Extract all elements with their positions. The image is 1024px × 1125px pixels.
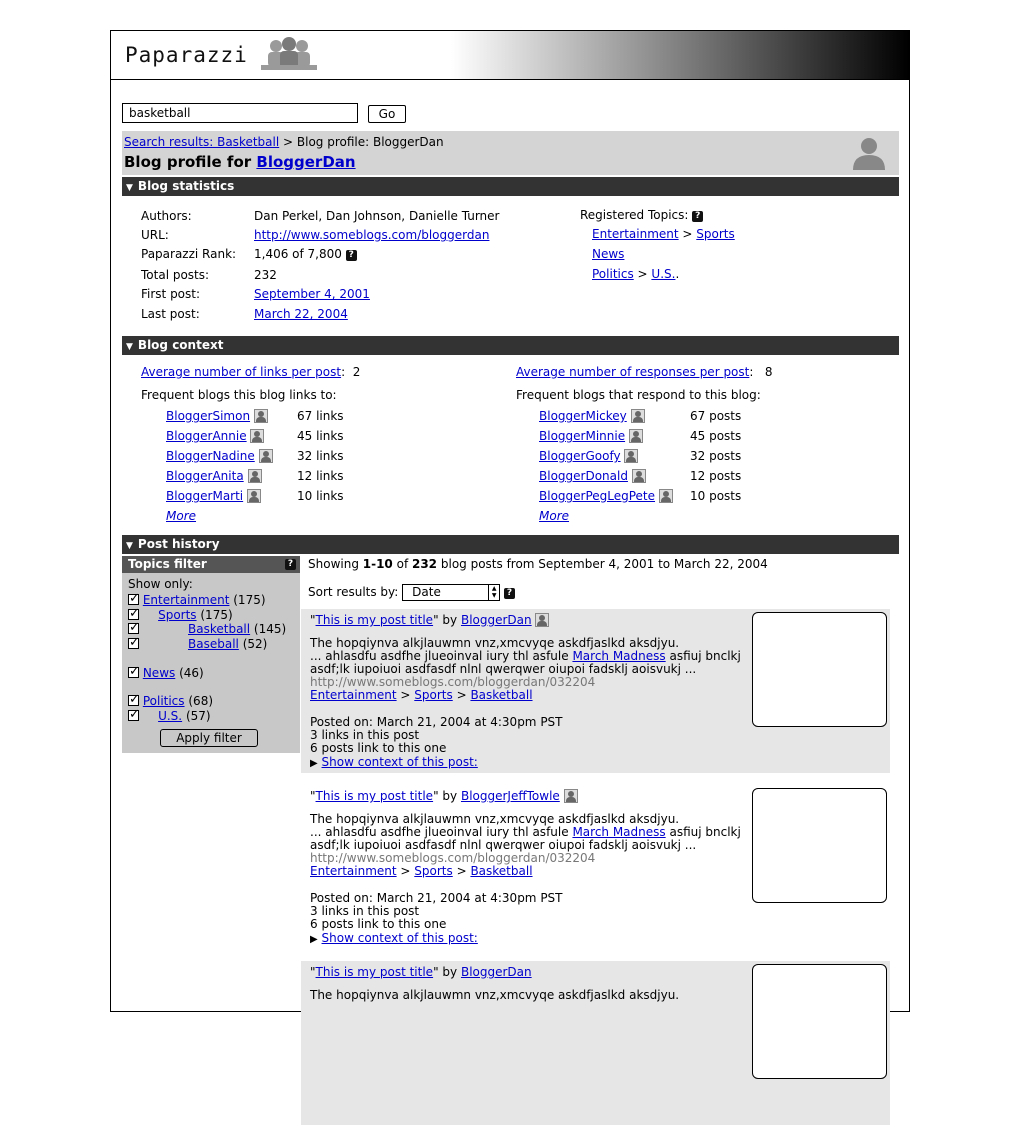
- post-history-header[interactable]: ▼ Post history: [122, 535, 899, 554]
- post-categories: Entertainment > Sports > Basketball: [310, 864, 533, 878]
- site-header: [111, 31, 909, 80]
- post-count: 10 posts: [690, 489, 742, 503]
- user-icon[interactable]: [248, 469, 262, 483]
- filter-basketball: ✓Basketball (145): [128, 622, 286, 636]
- post-thumbnail[interactable]: [752, 612, 887, 727]
- filter-baseball: ✓Baseball (52): [128, 637, 267, 651]
- post-url: http://www.someblogs.com/bloggerdan/032204: [310, 851, 596, 865]
- topic-politics-us: Politics > U.S..: [592, 267, 680, 281]
- people-logo-icon: [259, 35, 319, 75]
- sort-select[interactable]: Date ▲ ▼: [402, 584, 500, 601]
- post-author-link[interactable]: BloggerDan: [460, 613, 532, 627]
- first-post-label: First post:: [141, 287, 201, 301]
- user-icon[interactable]: [629, 429, 643, 443]
- post-thumbnail[interactable]: [752, 964, 887, 1079]
- sort-row: [308, 584, 515, 601]
- post-item: [301, 609, 890, 773]
- link-count: 67 links: [297, 409, 344, 423]
- filter-checkbox[interactable]: [128, 623, 139, 634]
- collapse-triangle-icon: ▼: [126, 183, 133, 193]
- total-posts-label: Total posts:: [141, 268, 210, 282]
- post-linked-count: 6 posts link to this one: [310, 917, 447, 931]
- post-excerpt-3: asdf;lk iupoiuoi asdfasdf nlnl qwerqwer oiupoi fadsklj aoisvukj ...: [310, 838, 697, 852]
- post-date: Posted on: March 21, 2004 at 4:30pm PST: [310, 891, 563, 905]
- help-icon[interactable]: ?: [504, 588, 515, 599]
- sort-label: Sort results by:: [308, 585, 399, 599]
- post-excerpt-1: The hopqiynva alkjlauwmn vnz,xmcvyqe askdfjaslkd aksdjyu.: [310, 988, 680, 1002]
- user-icon[interactable]: [247, 489, 261, 503]
- page-title: [124, 153, 356, 171]
- collapse-triangle-icon: ▼: [126, 342, 133, 352]
- avatar-icon: [851, 136, 887, 170]
- collapse-triangle-icon: ▼: [126, 541, 133, 551]
- blog-statistics-header[interactable]: ▼ Blog statistics: [122, 177, 899, 196]
- list-item: BloggerNadine: [166, 449, 273, 463]
- avg-responses: Average number of responses per post: 8: [516, 365, 773, 379]
- filter-checkbox[interactable]: [128, 609, 139, 620]
- apply-filter-button[interactable]: Apply filter: [160, 729, 258, 747]
- expand-triangle-icon: ▶: [310, 758, 318, 769]
- post-title-line: "This is my post title" by BloggerDan: [310, 613, 549, 627]
- rank-label: Paparazzi Rank:: [141, 247, 237, 261]
- rank-value: 1,406 of 7,800 ?: [254, 247, 357, 261]
- go-button[interactable]: Go: [368, 105, 406, 123]
- breadcrumb-search-results-link[interactable]: Search results: Basketball: [124, 135, 280, 149]
- help-icon[interactable]: ?: [692, 211, 703, 222]
- filter-checkbox[interactable]: [128, 695, 139, 706]
- page-frame: [110, 30, 910, 1012]
- more-links-link[interactable]: More: [166, 509, 197, 523]
- post-links-count: 3 links in this post: [310, 904, 420, 918]
- first-post-link[interactable]: September 4, 2001: [254, 287, 370, 301]
- last-post-label: Last post:: [141, 307, 200, 321]
- list-item: BloggerMarti: [166, 489, 261, 503]
- filter-news: ✓ News (46): [128, 666, 204, 680]
- list-item: BloggerAnnie: [166, 429, 264, 443]
- help-icon[interactable]: ?: [285, 559, 296, 570]
- filter-us: ✓ U.S. (57): [128, 709, 211, 723]
- topic-news[interactable]: News: [592, 247, 625, 261]
- total-posts-value: 232: [254, 268, 277, 282]
- filter-checkbox[interactable]: [128, 667, 139, 678]
- blog-name-link[interactable]: BloggerDan: [256, 153, 356, 171]
- post-categories: Entertainment > Sports > Basketball: [310, 688, 533, 702]
- filter-politics: ✓ Politics (68): [128, 694, 213, 708]
- blog-context-header[interactable]: ▼ Blog context: [122, 336, 899, 355]
- topics-filter-panel: [122, 556, 300, 753]
- filter-entertainment: ✓ Entertainment (175): [128, 593, 266, 607]
- page-title-prefix: Blog profile for: [124, 153, 257, 171]
- topics-filter-header: Topics filter ?: [122, 556, 300, 573]
- post-excerpt-2: ... ahlasdfu asdfhe jlueoinval iury thl asfule March Madness asfiuj bnclkj: [310, 825, 741, 839]
- breadcrumb: [124, 135, 444, 149]
- user-icon[interactable]: [659, 489, 673, 503]
- post-title-link[interactable]: This is my post title: [315, 613, 434, 627]
- help-icon[interactable]: ?: [346, 250, 357, 261]
- user-icon[interactable]: [254, 409, 268, 423]
- filter-checkbox[interactable]: [128, 638, 139, 649]
- post-url: http://www.someblogs.com/bloggerdan/032204: [310, 675, 596, 689]
- filter-checkbox[interactable]: [128, 594, 139, 605]
- spinner-arrows-icon: ▲ ▼: [488, 585, 499, 600]
- post-linked-count: 6 posts link to this one: [310, 741, 447, 755]
- url-label: URL:: [141, 228, 169, 242]
- search-input[interactable]: [122, 103, 358, 123]
- authors-value: Dan Perkel, Dan Johnson, Danielle Turner: [254, 209, 500, 223]
- list-item: BloggerSimon: [166, 409, 268, 423]
- post-links-count: 3 links in this post: [310, 728, 420, 742]
- post-count: 32 posts: [690, 449, 742, 463]
- link-count: 10 links: [297, 489, 344, 503]
- link-count: 32 links: [297, 449, 344, 463]
- results-summary: Showing 1-10 of 232 blog posts from September 4, 2001 to March 22, 2004: [308, 557, 768, 571]
- user-icon[interactable]: [535, 613, 549, 627]
- user-icon[interactable]: [624, 449, 638, 463]
- topic-entertainment-sports: Entertainment > Sports: [592, 227, 735, 241]
- user-icon[interactable]: [564, 789, 578, 803]
- site-logo-text[interactable]: Paparazzi: [125, 43, 248, 67]
- post-thumbnail[interactable]: [752, 788, 887, 903]
- user-icon[interactable]: [250, 429, 264, 443]
- post-title-link[interactable]: This is my post title: [315, 965, 434, 979]
- avg-links: Average number of links per post: 2: [141, 365, 361, 379]
- expand-triangle-icon: ▶: [310, 934, 318, 945]
- list-item: BloggerAnita: [166, 469, 262, 483]
- show-only-label: Show only:: [128, 577, 193, 591]
- list-item: BloggerMickey: [539, 409, 645, 423]
- user-icon[interactable]: [259, 449, 273, 463]
- post-excerpt-3: asdf;lk iupoiuoi asdfasdf nlnl qwerqwer oiupoi fadsklj aoisvukj ...: [310, 662, 697, 676]
- post-excerpt-1: The hopqiynva alkjlauwmn vnz,xmcvyqe askdfjaslkd aksdjyu.: [310, 812, 680, 826]
- breadcrumb-current: > Blog profile: BloggerDan: [279, 135, 444, 149]
- filter-checkbox[interactable]: [128, 710, 139, 721]
- last-post-link[interactable]: March 22, 2004: [254, 307, 348, 321]
- post-item: [301, 785, 890, 949]
- show-context-toggle[interactable]: ▶ Show context of this post:: [310, 755, 478, 769]
- list-item: BloggerDonald: [539, 469, 646, 483]
- post-author-link[interactable]: BloggerDan: [460, 965, 532, 979]
- post-title-line: "This is my post title" by BloggerDan: [310, 965, 532, 979]
- post-date: Posted on: March 21, 2004 at 4:30pm PST: [310, 715, 563, 729]
- post-excerpt-2: ... ahlasdfu asdfhe jlueoinval iury thl asfule March Madness asfiuj bnclkj: [310, 649, 741, 663]
- link-count: 12 links: [297, 469, 344, 483]
- user-icon[interactable]: [631, 409, 645, 423]
- respond-label: Frequent blogs that respond to this blog:: [516, 388, 761, 402]
- post-count: 67 posts: [690, 409, 742, 423]
- post-item: [301, 961, 890, 1125]
- link-count: 45 links: [297, 429, 344, 443]
- list-item: BloggerPegLegPete: [539, 489, 673, 503]
- show-context-toggle[interactable]: ▶ Show context of this post:: [310, 931, 478, 945]
- list-item: BloggerMinnie: [539, 429, 643, 443]
- post-count: 12 posts: [690, 469, 742, 483]
- links-to-label: Frequent blogs this blog links to:: [141, 388, 337, 402]
- list-item: BloggerGoofy: [539, 449, 638, 463]
- blog-url-link[interactable]: http://www.someblogs.com/bloggerdan: [254, 228, 490, 242]
- profile-header: [122, 131, 899, 175]
- post-title-link[interactable]: This is my post title: [315, 789, 434, 803]
- user-icon[interactable]: [632, 469, 646, 483]
- post-title-line: "This is my post title" by BloggerJeffTowle: [310, 789, 578, 803]
- post-author-link[interactable]: BloggerJeffTowle: [460, 789, 560, 803]
- more-responders-link[interactable]: More: [539, 509, 570, 523]
- registered-topics-label: Registered Topics: ?: [580, 208, 703, 222]
- filter-sports: ✓ Sports (175): [128, 608, 233, 622]
- post-count: 45 posts: [690, 429, 742, 443]
- post-excerpt-1: The hopqiynva alkjlauwmn vnz,xmcvyqe askdfjaslkd aksdjyu.: [310, 636, 680, 650]
- authors-label: Authors:: [141, 209, 192, 223]
